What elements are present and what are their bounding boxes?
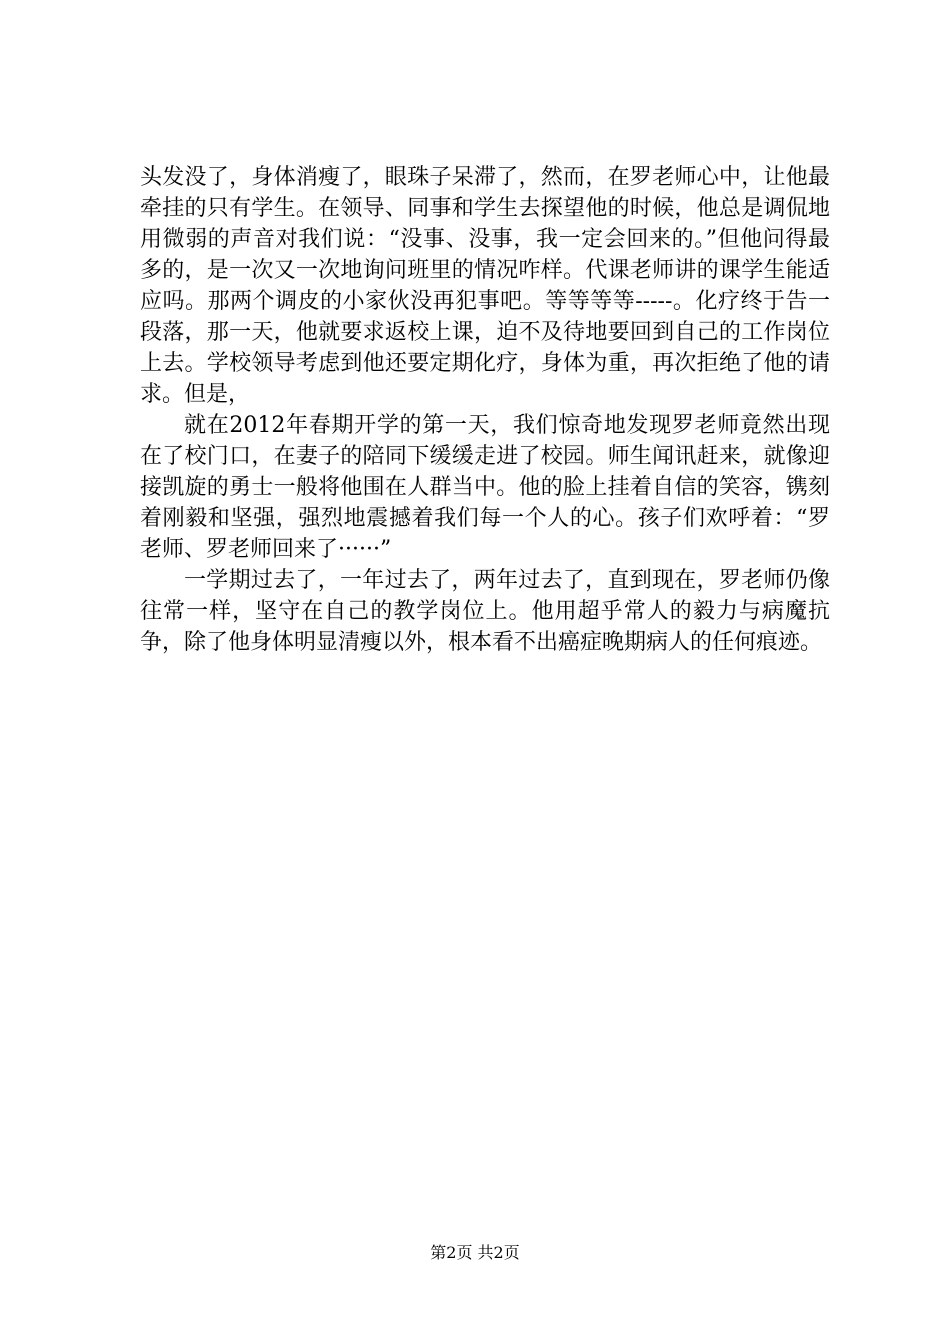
page-number-footer: 第2页 共2页	[430, 1243, 520, 1262]
paragraph-2: 就在2012年春期开学的第一天，我们惊奇地发现罗老师竟然出现在了校门口，在妻子的陪同下缓缓走进了校园。师生闻讯赶来，就像迎接凯旋的勇士一般将他围在人群当中。他的脸上挂着自信的笑容，镌刻着刚毅和坚强，强烈地震撼着我们每一个人的心。孩子们欢呼着：“罗老师、罗老师回来了······”	[140, 413, 830, 562]
paragraph-1: 头发没了，身体消瘦了，眼珠子呆滞了，然而，在罗老师心中，让他最牵挂的只有学生。在领导、同事和学生去探望他的时候，他总是调侃地用微弱的声音对我们说：“没事、没事，我一定会回来的。”但他问得最多的，是一次又一次地询问班里的情况咋样。代课老师讲的课学生能适应吗。那两个调皮的小家伙没再犯事吧。等等等等-----。化疗终于告一段落，那一天，他就要求返校上课，迫不及待地要回到自己的工作岗位上去。学校领导考虑到他还要定期化疗，身体为重，再次拒绝了他的请求。但是，	[140, 165, 830, 407]
paragraph-3: 一学期过去了，一年过去了，两年过去了，直到现在，罗老师仍像往常一样，坚守在自己的教学岗位上。他用超乎常人的毅力与病魔抗争，除了他身体明显清瘦以外，根本看不出癌症晚期病人的任何痕迹。	[140, 568, 830, 655]
document-body	[140, 162, 830, 658]
